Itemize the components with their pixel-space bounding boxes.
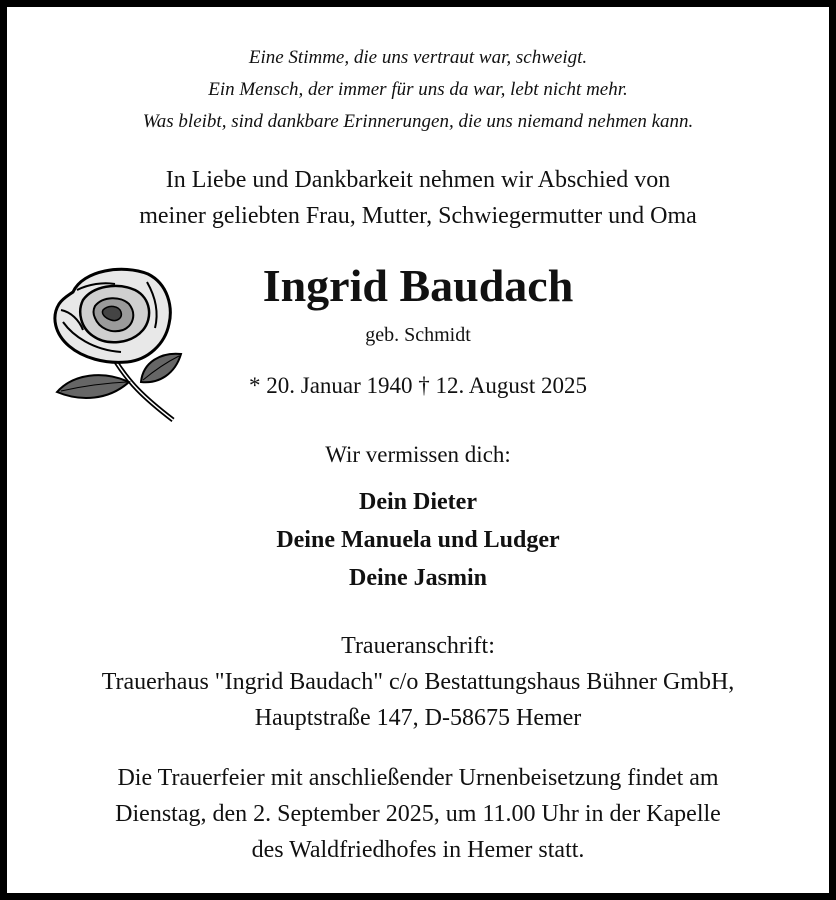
address-heading: Traueranschrift: — [341, 633, 495, 659]
poem-line-2: Ein Mensch, der immer für uns da war, lebt nicht mehr. — [208, 79, 628, 100]
signature-2: Deine Manuela und Ludger — [276, 527, 560, 553]
poem-line-1: Eine Stimme, die uns vertraut war, schweigt. — [248, 47, 588, 68]
address-line-1: Trauerhaus "Ingrid Baudach" c/o Bestattungshaus Bühner GmbH, — [101, 669, 735, 695]
poem-line-3: Was bleibt, sind dankbare Erinnerungen, die uns niemand nehmen kann. — [142, 111, 694, 132]
signature-3: Deine Jasmin — [349, 565, 487, 591]
maiden-name: geb. Schmidt — [365, 324, 471, 346]
ceremony-line-2: Dienstag, den 2. September 2025, um 11.00 Uhr in der Kapelle — [115, 801, 721, 827]
address-line-2: Hauptstraße 147, D-58675 Hemer — [254, 705, 582, 731]
intro-line-1: In Liebe und Dankbarkeit nehmen wir Abschied von — [165, 167, 671, 193]
life-dates: * 20. Januar 1940 † 12. August 2025 — [249, 373, 587, 398]
intro-line-2: meiner geliebten Frau, Mutter, Schwiegermutter und Oma — [139, 203, 697, 229]
signature-1: Dein Dieter — [359, 489, 477, 515]
miss-text: Wir vermissen dich: — [325, 442, 511, 467]
ceremony-line-1: Die Trauerfeier mit anschließender Urnenbeisetzung findet am — [117, 765, 719, 791]
ceremony-line-3: des Waldfriedhofes in Hemer statt. — [251, 837, 585, 863]
deceased-name: Ingrid Baudach — [262, 260, 574, 311]
